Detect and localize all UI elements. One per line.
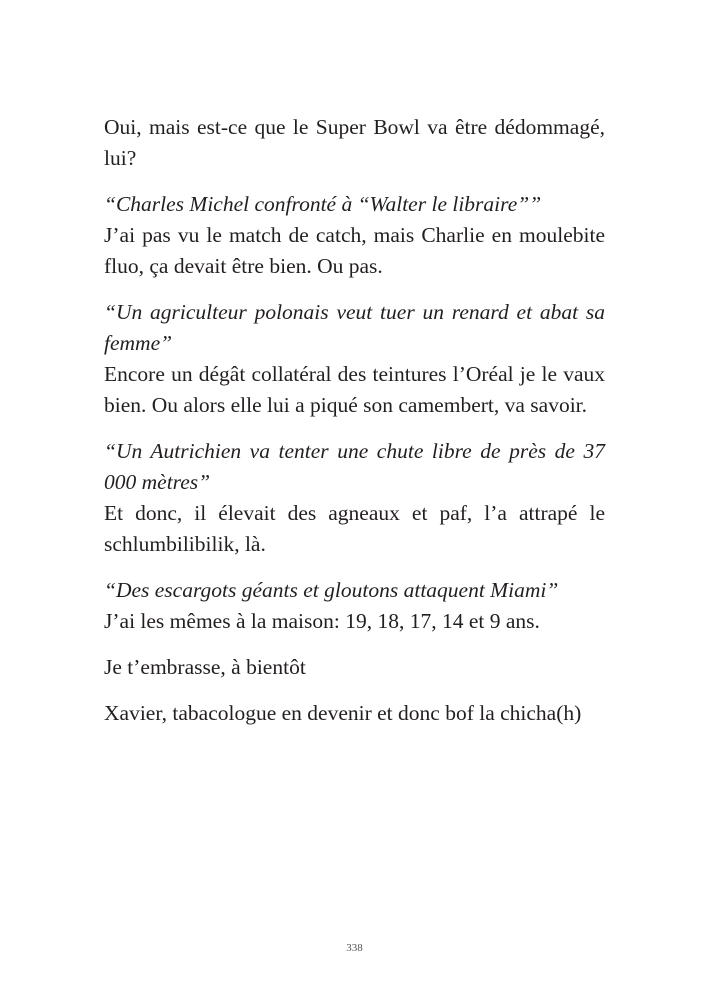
paragraph-maison: J’ai les mêmes à la maison: 19, 18, 17, 14 et 9 ans. bbox=[104, 609, 540, 633]
headline-quote-autrichien: “Un Autrichien va tenter une chute libre de près de 37 000 mètres” bbox=[104, 439, 605, 494]
paragraph-signature: Xavier, tabacologue en devenir et donc bof la chicha(h) bbox=[104, 701, 582, 725]
headline-quote-agriculteur: “Un agriculteur polonais veut tuer un renard et abat sa femme” bbox=[104, 300, 605, 355]
headline-quote-charles-michel: “Charles Michel confronté à “Walter le libraire”” bbox=[104, 192, 542, 216]
paragraph-catch: J’ai pas vu le match de catch, mais Charlie en moulebite fluo, ça devait être bien. Ou pas. bbox=[104, 223, 605, 278]
paragraph-super-bowl: Oui, mais est-ce que le Super Bowl va être dédommagé, lui? bbox=[104, 115, 605, 170]
headline-quote-escargots: “Des escargots géants et gloutons attaquent Miami” bbox=[104, 578, 559, 602]
paragraph-oreal: Encore un dégât collatéral des teintures l’Oréal je le vaux bien. Ou alors elle lui a piqué son camembert, va savoir. bbox=[104, 362, 605, 417]
page-number: 338 bbox=[346, 942, 363, 954]
page-body bbox=[104, 112, 605, 729]
paragraph-embrasse: Je t’embrasse, à bientôt bbox=[104, 655, 306, 679]
paragraph-agneaux: Et donc, il élevait des agneaux et paf, l’a attrapé le schlumbilibilik, là. bbox=[104, 501, 605, 556]
